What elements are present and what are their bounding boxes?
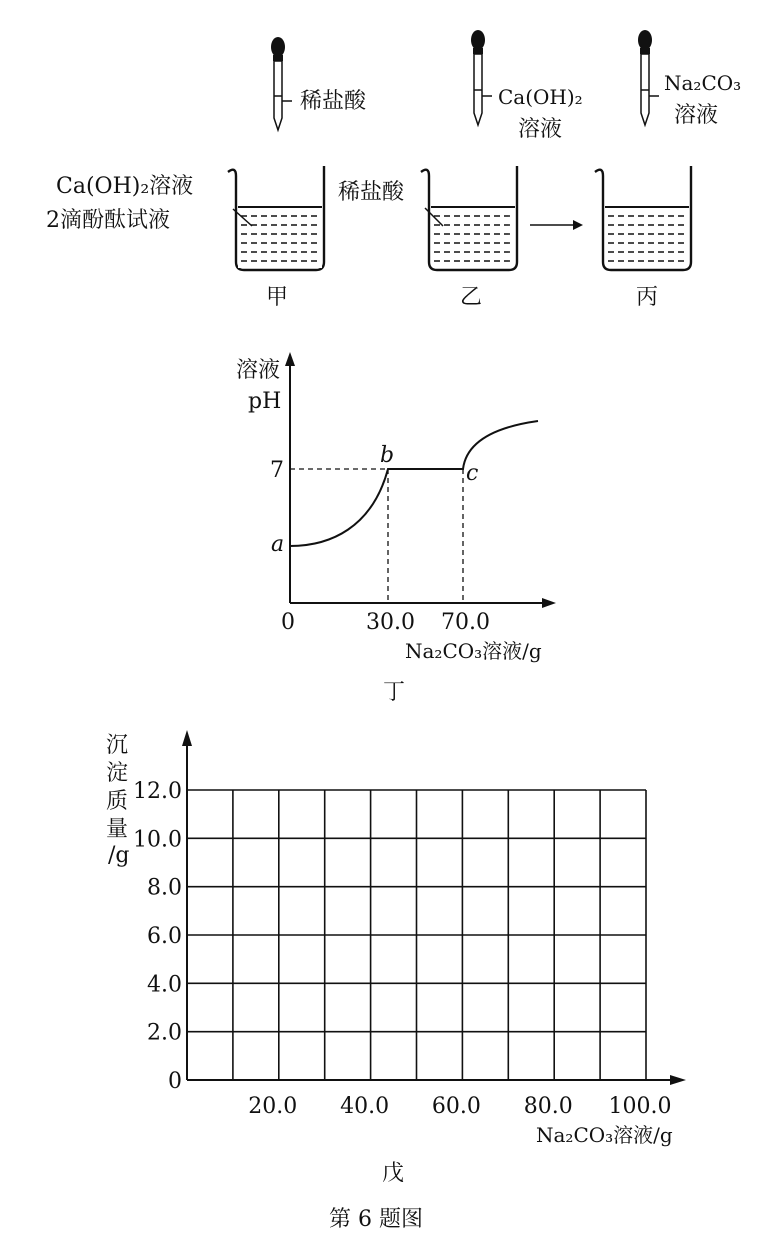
wu-ylabel-5: /g (108, 843, 130, 868)
wu-xtick-label: 100.0 (608, 1094, 672, 1119)
apparatus (46, 30, 741, 310)
wu-xtick-label: 40.0 (340, 1094, 390, 1119)
wu-ytick-label: 6.0 (147, 924, 182, 949)
ding-ylabel-2: pH (248, 389, 282, 414)
beaker-jia-name: 甲 (266, 285, 289, 310)
wu-ytick-label: 12.0 (133, 779, 182, 804)
beaker-yi (338, 166, 517, 310)
beaker-yi-name: 乙 (460, 285, 483, 310)
dropper-1-label: 稀盐酸 (300, 89, 367, 114)
wu-ytick-label: 2.0 (147, 1020, 182, 1046)
beaker-jia-content-2: 2滴酚酞试液 (46, 208, 170, 233)
wu-caption: 戊 (382, 1161, 405, 1186)
dropper-calcium-hydroxide (471, 30, 583, 142)
ding-xlabel: Na₂CO₃溶液/g (405, 639, 542, 663)
wu-x-ticks (248, 1094, 671, 1119)
wu-ylabel-2: 淀 (106, 761, 129, 786)
chart-wu (106, 730, 686, 1186)
ding-origin: 0 (281, 610, 295, 635)
dropper-2-label-line1: Ca(OH)₂ (498, 85, 583, 109)
wu-ylabel-3: 质 (106, 789, 129, 814)
wu-xlabel: Na₂CO₃溶液/g (536, 1123, 673, 1147)
ding-point-b: b (380, 443, 395, 468)
wu-ytick-label: 10.0 (133, 827, 182, 853)
wu-xtick-label: 20.0 (248, 1094, 298, 1119)
chart-ding (236, 352, 556, 705)
wu-ylabel-4: 量 (106, 817, 129, 842)
wu-y-ticks (133, 779, 182, 1094)
ding-ytick-7: 7 (270, 458, 284, 483)
wu-ylabel-1: 沉 (106, 733, 129, 758)
dropper-sodium-carbonate (638, 30, 741, 128)
dropper-hydrochloric-acid (271, 37, 367, 130)
dropper-3-label-line2: 溶液 (674, 103, 719, 128)
wu-ytick-label: 4.0 (147, 972, 182, 998)
ding-xtick-70: 70.0 (441, 610, 490, 635)
dropper-3-label-line1: Na₂CO₃ (664, 71, 742, 95)
beaker-jia (46, 166, 324, 310)
ding-ylabel-1: 溶液 (236, 358, 281, 383)
beaker-jia-content-1: Ca(OH)₂溶液 (56, 174, 194, 199)
dropper-2-label-line2: 溶液 (518, 117, 563, 142)
wu-xtick-label: 80.0 (523, 1094, 573, 1119)
ding-ph-curve (290, 421, 538, 546)
transfer-arrow (530, 220, 583, 230)
beaker-bing-name: 丙 (636, 285, 659, 310)
beaker-yi-content-1: 稀盐酸 (338, 180, 405, 205)
beaker-bing (595, 166, 691, 310)
wu-xtick-label: 60.0 (431, 1094, 481, 1119)
ding-caption: 丁 (383, 680, 406, 705)
ding-point-c: c (466, 461, 479, 486)
wu-grid (187, 790, 646, 1080)
figure-caption: 第 6 题图 (329, 1207, 423, 1232)
ding-xtick-30: 30.0 (366, 610, 415, 635)
ding-point-a: a (271, 532, 285, 557)
wu-ytick-label: 0 (168, 1069, 182, 1094)
wu-ytick-label: 8.0 (147, 875, 182, 901)
